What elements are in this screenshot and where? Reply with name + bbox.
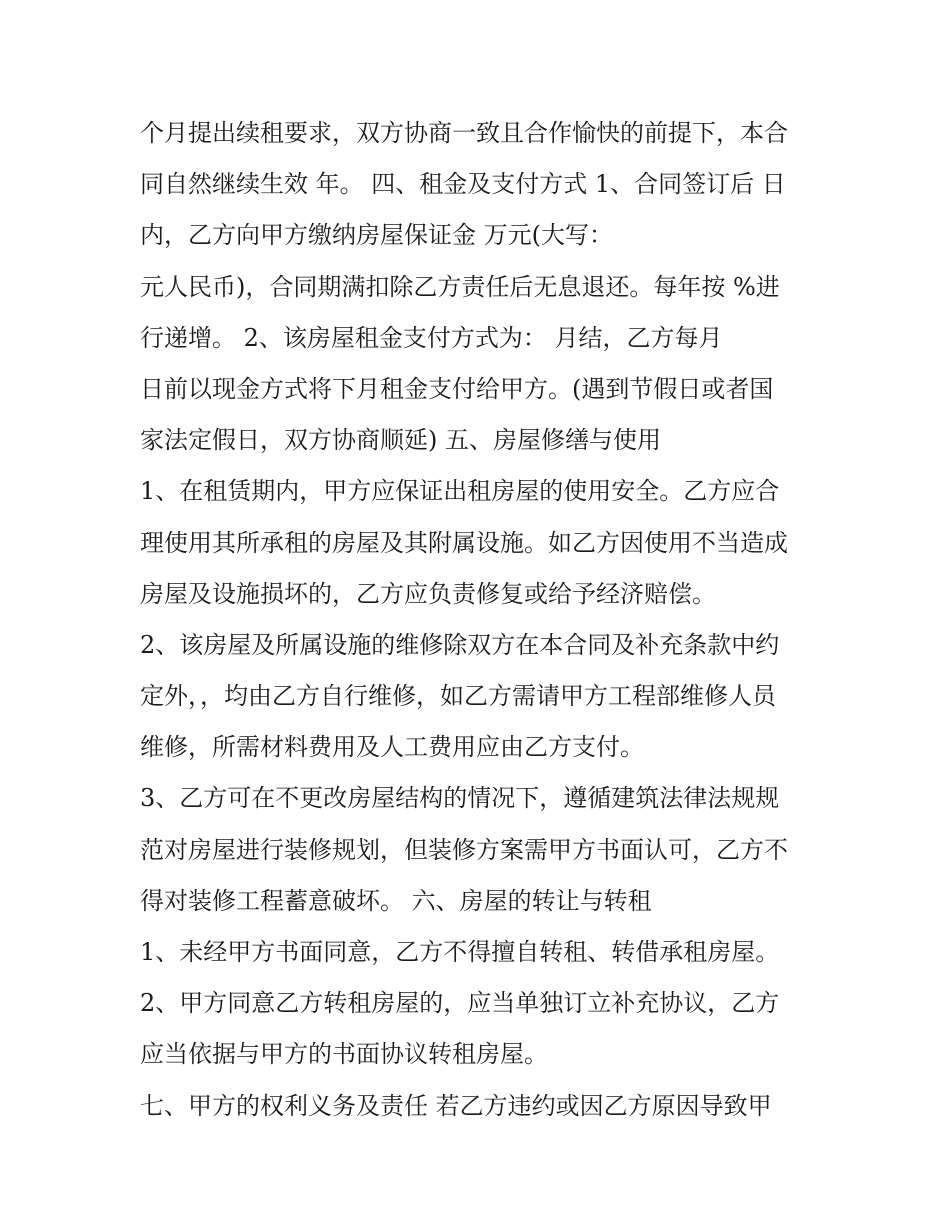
text-line: 元人民币)，合同期满扣除乙方责任后无息退还。每年按 %进: [140, 272, 780, 301]
contract-body-text: [140, 108, 840, 1132]
text-line: 理使用其所承租的房屋及其附属设施。如乙方因使用不当造成: [140, 528, 788, 557]
text-line: 家法定假日，双方协商顺延) 五、房屋修缮与使用: [140, 426, 661, 455]
text-line: 行递增。 2、该房屋租金支付方式为： 月结，乙方每月: [140, 323, 723, 352]
text-line: 定外，，均由乙方自行维修，如乙方需请甲方工程部维修人员: [140, 682, 776, 711]
text-line: 七、甲方的权利义务及责任 若乙方违约或因乙方原因导致甲: [140, 1091, 772, 1120]
text-line: 同自然继续生效 年。 四、租金及支付方式 1、合同签订后 日: [140, 170, 786, 199]
text-line: 1、在租赁期内，甲方应保证出租房屋的使用安全。乙方应合: [140, 477, 780, 506]
text-line: 维修，所需材料费用及人工费用应由乙方支付。: [140, 733, 644, 762]
text-line: 房屋及设施损坏的，乙方应负责修复或给予经济赔偿。: [140, 579, 716, 608]
text-line: 个月提出续租要求，双方协商一致且合作愉快的前提下，本合: [140, 119, 788, 147]
text-line: 范对房屋进行装修规划，但装修方案需甲方书面认可，乙方不: [140, 835, 788, 864]
text-line: 2、甲方同意乙方转租房屋的，应当单独订立补充协议，乙方: [140, 989, 780, 1018]
text-line: 2、该房屋及所属设施的维修除双方在本合同及补充条款中约: [140, 630, 780, 659]
text-line: 应当依据与甲方的书面协议转租房屋。: [140, 1040, 548, 1069]
text-line: 日前以现金方式将下月租金支付给甲方。(遇到节假日或者国: [140, 374, 774, 403]
text-line: 3、乙方可在不更改房屋结构的情况下，遵循建筑法律法规规: [140, 784, 780, 813]
text-line: 内，乙方向甲方缴纳房屋保证金 万元(大写：: [140, 221, 613, 250]
text-line: 得对装修工程蓄意破坏。 六、房屋的转让与转租: [140, 886, 652, 915]
text-line: 1、未经甲方书面同意，乙方不得擅自转租、转借承租房屋。: [140, 938, 780, 966]
